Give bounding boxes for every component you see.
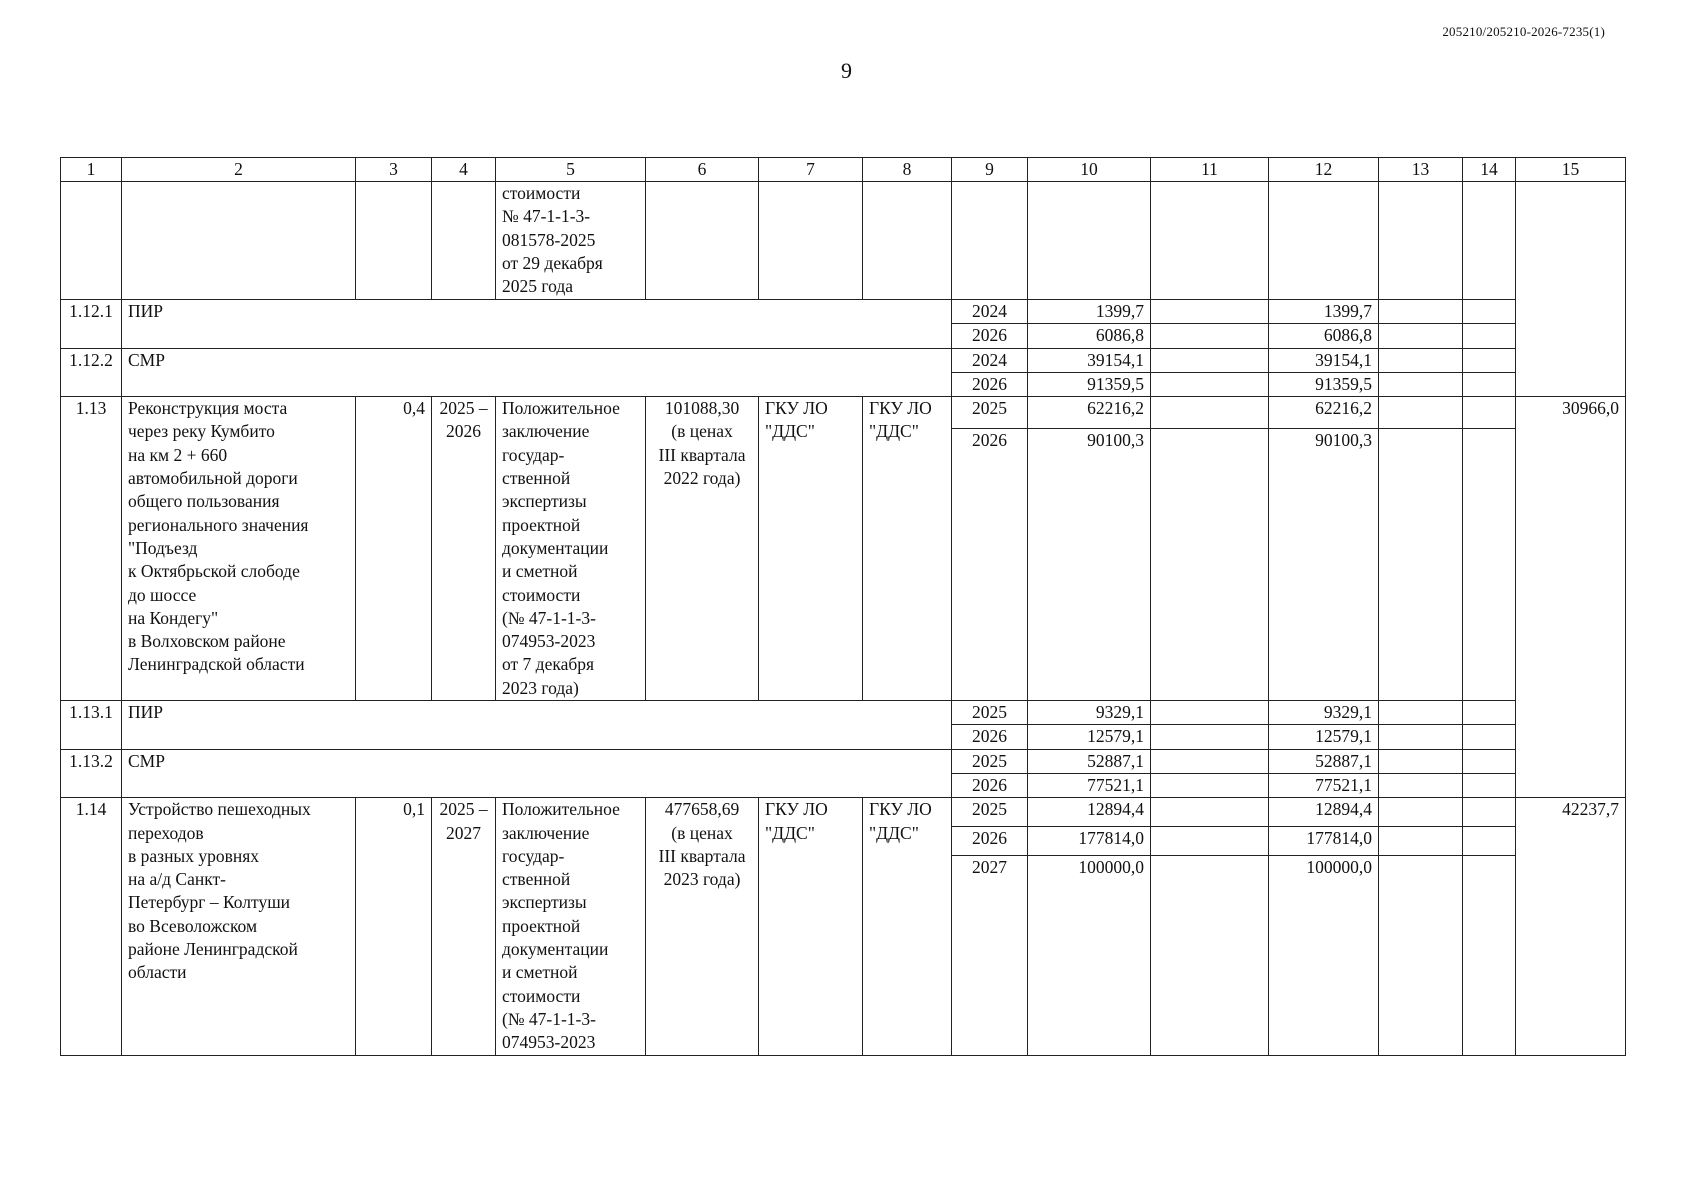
customer-cell: ГКУ ЛО "ДДС": [759, 397, 863, 701]
row-number: 1.13.1: [61, 701, 122, 750]
column-header: 10: [1028, 158, 1151, 182]
table-row: [61, 397, 1626, 429]
column-header: 13: [1379, 158, 1463, 182]
object-name: Реконструкция моста через реку Кумбито на км 2 + 660 автомобильной дороги общего пользования регионального значения "Подъезд к Октябрьской слободе до шоссе на Кондегу" в Волховском районе Ленинградской области: [122, 397, 356, 701]
expertise-conclusion: Положительное заключение государ- ственной экспертизы проектной документации и сметной стоимости (№ 47-1-1-3- 074953-2023: [496, 798, 646, 1055]
column-header: 4: [432, 158, 496, 182]
year-cell: 2025: [952, 798, 1028, 827]
amount-cell: 91359,5: [1028, 372, 1151, 396]
column-header: 2: [122, 158, 356, 182]
amount-cell: 9329,1: [1269, 701, 1379, 725]
capacity-cell: 0,4: [356, 397, 432, 701]
year-cell: 2026: [952, 372, 1028, 396]
row-title: СМР: [122, 348, 952, 397]
column-header: 6: [646, 158, 759, 182]
amount-cell: 12579,1: [1028, 725, 1151, 749]
column-header: 11: [1151, 158, 1269, 182]
column-header: 8: [863, 158, 952, 182]
total-cell: 30966,0: [1516, 397, 1626, 701]
year-cell: 2024: [952, 348, 1028, 372]
year-cell: 2027: [952, 855, 1028, 1055]
estimated-cost: 477658,69 (в ценах III квартала 2023 года): [646, 798, 759, 1055]
year-cell: 2026: [952, 725, 1028, 749]
amount-cell: 39154,1: [1269, 348, 1379, 372]
row-number: 1.12.2: [61, 348, 122, 397]
column-header: 15: [1516, 158, 1626, 182]
amount-cell: 177814,0: [1028, 826, 1151, 855]
year-cell: 2024: [952, 300, 1028, 324]
amount-cell: 12894,4: [1269, 798, 1379, 827]
amount-cell: 52887,1: [1269, 749, 1379, 773]
amount-cell: 62216,2: [1269, 397, 1379, 429]
table-row: [61, 701, 1626, 725]
row-title: ПИР: [122, 300, 952, 349]
row-number: 1.14: [61, 798, 122, 1055]
table-row: [61, 182, 1626, 300]
amount-cell: 6086,8: [1269, 324, 1379, 348]
table-row: [61, 348, 1626, 372]
year-cell: 2025: [952, 701, 1028, 725]
column-header: 9: [952, 158, 1028, 182]
customer-cell: ГКУ ЛО "ДДС": [759, 798, 863, 1055]
table-row: [61, 300, 1626, 324]
document-id: 205210/205210-2026-7235(1): [1442, 24, 1605, 39]
year-cell: 2026: [952, 324, 1028, 348]
table-row: [61, 798, 1626, 827]
row-number: 1.13.2: [61, 749, 122, 798]
page-number: 9: [841, 58, 852, 83]
amount-cell: 100000,0: [1269, 855, 1379, 1055]
capacity-cell: 0,1: [356, 798, 432, 1055]
amount-cell: 39154,1: [1028, 348, 1151, 372]
row-title: СМР: [122, 749, 952, 798]
amount-cell: 1399,7: [1028, 300, 1151, 324]
column-number-header: [61, 158, 1626, 182]
year-cell: 2026: [952, 429, 1028, 701]
developer-cell: ГКУ ЛО "ДДС": [863, 397, 952, 701]
total-cell: 42237,7: [1516, 798, 1626, 1055]
amount-cell: 1399,7: [1269, 300, 1379, 324]
column-header: 7: [759, 158, 863, 182]
amount-cell: 90100,3: [1028, 429, 1151, 701]
period-cell: 2025 – 2027: [432, 798, 496, 1055]
amount-cell: 100000,0: [1028, 855, 1151, 1055]
column-header: 5: [496, 158, 646, 182]
amount-cell: 52887,1: [1028, 749, 1151, 773]
amount-cell: 77521,1: [1269, 773, 1379, 797]
amount-cell: 9329,1: [1028, 701, 1151, 725]
developer-cell: ГКУ ЛО "ДДС": [863, 798, 952, 1055]
column-header: 14: [1463, 158, 1516, 182]
table-row: [61, 749, 1626, 773]
amount-cell: 12579,1: [1269, 725, 1379, 749]
period-cell: 2025 – 2026: [432, 397, 496, 701]
estimated-cost: 101088,30 (в ценах III квартала 2022 года): [646, 397, 759, 701]
year-cell: 2025: [952, 749, 1028, 773]
investment-table: [60, 157, 1626, 1056]
amount-cell: 91359,5: [1269, 372, 1379, 396]
year-cell: 2026: [952, 826, 1028, 855]
amount-cell: 12894,4: [1028, 798, 1151, 827]
column-header: 12: [1269, 158, 1379, 182]
year-cell: 2025: [952, 397, 1028, 429]
row-number: 1.13: [61, 397, 122, 701]
row-number: 1.12.1: [61, 300, 122, 349]
row-title: ПИР: [122, 701, 952, 750]
amount-cell: 90100,3: [1269, 429, 1379, 701]
column-header: 3: [356, 158, 432, 182]
object-name: Устройство пешеходных переходов в разных уровнях на а/д Санкт- Петербург – Колтуши во Всеволожском районе Ленинградской области: [122, 798, 356, 1055]
expertise-conclusion: стоимости № 47-1-1-3- 081578-2025 от 29 декабря 2025 года: [496, 182, 646, 300]
year-cell: 2026: [952, 773, 1028, 797]
amount-cell: 6086,8: [1028, 324, 1151, 348]
amount-cell: 62216,2: [1028, 397, 1151, 429]
column-header: 1: [61, 158, 122, 182]
amount-cell: 77521,1: [1028, 773, 1151, 797]
amount-cell: 177814,0: [1269, 826, 1379, 855]
expertise-conclusion: Положительное заключение государ- ственной экспертизы проектной документации и сметной стоимости (№ 47-1-1-3- 074953-2023 от 7 декабря 2023 года): [496, 397, 646, 701]
